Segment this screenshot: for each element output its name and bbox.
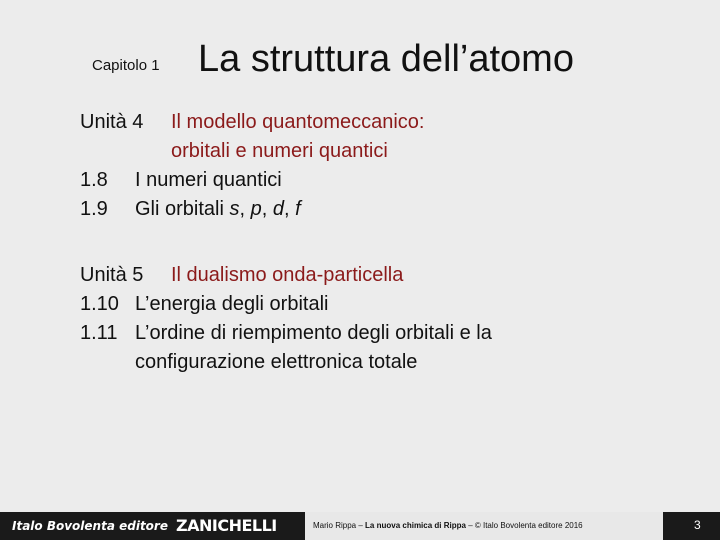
unit-4-heading-cont	[80, 137, 492, 166]
page-title: La struttura dell’atomo	[198, 38, 574, 80]
chapter-label: Capitolo 1	[92, 57, 160, 74]
section-title	[135, 195, 301, 224]
section-item	[80, 319, 492, 348]
section-number: 1.8	[80, 169, 108, 191]
slide-content	[80, 108, 492, 377]
section-title: I numeri quantici	[135, 169, 282, 191]
unit-4-heading	[80, 108, 492, 137]
section-title-prefix: Gli orbitali	[135, 198, 230, 220]
publisher-logo: Italo Bovolenta editore	[12, 519, 168, 533]
unit-5-heading	[80, 261, 492, 290]
section-item	[80, 195, 492, 224]
separator: ,	[239, 198, 251, 220]
page-number: 3	[694, 518, 701, 532]
unit-label: Unità 5	[80, 264, 144, 286]
credit-dash: –	[356, 521, 366, 530]
section-number: 1.11	[80, 322, 118, 344]
orbital-letter: f	[295, 198, 301, 220]
credit-book: La nuova chimica di Rippa	[365, 521, 466, 530]
publisher-brand-logo: ZANICHELLI	[176, 516, 277, 535]
credit-box	[305, 512, 663, 540]
separator: ,	[261, 198, 273, 220]
footer-bar	[0, 512, 720, 540]
orbital-letter: d	[272, 198, 284, 220]
section-number: 1.10	[80, 293, 119, 315]
section-item	[80, 290, 492, 319]
unit-title-line2: orbitali e numeri quantici	[171, 140, 388, 162]
credit-text	[313, 521, 583, 530]
section-item	[80, 166, 492, 195]
unit-title: Il modello quantomeccanico:	[171, 111, 425, 133]
unit-label: Unità 4	[80, 111, 144, 133]
section-title: L’ordine di riempimento degli orbitali e la	[135, 322, 492, 344]
credit-author: Mario Rippa	[313, 521, 357, 530]
orbital-letter: p	[250, 198, 262, 220]
orbital-letter: s	[229, 198, 240, 220]
section-number: 1.9	[80, 198, 108, 220]
section-item-cont	[80, 348, 492, 377]
section-title: L’energia degli orbitali	[135, 293, 329, 315]
unit-title: Il dualismo onda-particella	[171, 264, 404, 286]
section-title-line2: configurazione elettronica totale	[135, 351, 418, 373]
separator: ,	[283, 198, 296, 220]
credit-rest: – © Italo Bovolenta editore 2016	[465, 521, 583, 530]
